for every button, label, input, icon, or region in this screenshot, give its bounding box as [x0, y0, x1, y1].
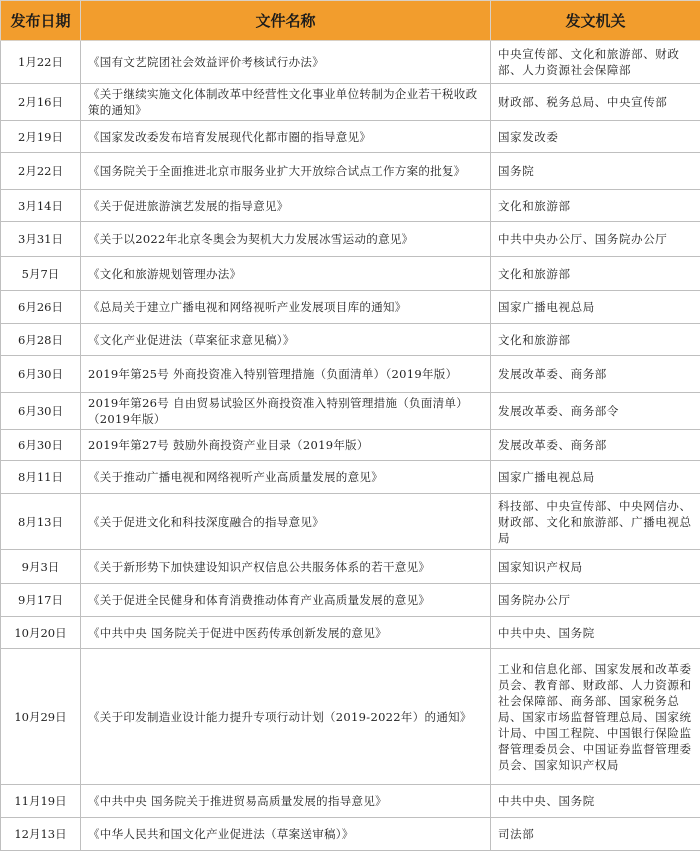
header-issuer: 发文机关 — [491, 1, 700, 41]
cell-date: 1月22日 — [1, 41, 81, 84]
cell-name: 《关于推动广播电视和网络视听产业高质量发展的意见》 — [81, 461, 491, 494]
table-row — [1, 222, 700, 257]
cell-issuer: 发展改革委、商务部令 — [491, 393, 700, 430]
cell-date: 2月22日 — [1, 153, 81, 190]
cell-name: 《关于促进全民健身和体育消费推动体育产业高质量发展的意见》 — [81, 584, 491, 617]
table-row — [1, 84, 700, 121]
cell-date: 2月19日 — [1, 121, 81, 153]
cell-issuer: 文化和旅游部 — [491, 324, 700, 356]
cell-date: 10月29日 — [1, 649, 81, 785]
table-row — [1, 785, 700, 818]
cell-issuer: 财政部、税务总局、中央宣传部 — [491, 84, 700, 121]
cell-issuer: 文化和旅游部 — [491, 257, 700, 291]
cell-date: 3月14日 — [1, 190, 81, 222]
table-row — [1, 190, 700, 222]
cell-issuer: 中央宣传部、文化和旅游部、财政部、人力资源社会保障部 — [491, 41, 700, 84]
cell-name: 《国家发改委发布培育发展现代化都市圈的指导意见》 — [81, 121, 491, 153]
cell-date: 6月26日 — [1, 291, 81, 324]
table-row — [1, 550, 700, 584]
cell-issuer: 中共中央、国务院 — [491, 785, 700, 818]
cell-issuer: 发展改革委、商务部 — [491, 430, 700, 461]
cell-issuer: 国家知识产权局 — [491, 550, 700, 584]
header-name: 文件名称 — [81, 1, 491, 41]
table-row — [1, 291, 700, 324]
cell-date: 9月3日 — [1, 550, 81, 584]
cell-date: 3月31日 — [1, 222, 81, 257]
cell-name: 《国务院关于全面推进北京市服务业扩大开放综合试点工作方案的批复》 — [81, 153, 491, 190]
header-date: 发布日期 — [1, 1, 81, 41]
cell-issuer: 中共中央办公厅、国务院办公厅 — [491, 222, 700, 257]
cell-date: 6月30日 — [1, 356, 81, 393]
cell-name: 《中华人民共和国文化产业促进法（草案送审稿）》 — [81, 818, 491, 851]
cell-name: 《关于促进文化和科技深度融合的指导意见》 — [81, 494, 491, 550]
cell-name: 《文化和旅游规划管理办法》 — [81, 257, 491, 291]
cell-issuer: 国家发改委 — [491, 121, 700, 153]
cell-date: 11月19日 — [1, 785, 81, 818]
table-row — [1, 41, 700, 84]
table-row — [1, 617, 700, 649]
cell-date: 5月7日 — [1, 257, 81, 291]
cell-name: 《文化产业促进法（草案征求意见稿）》 — [81, 324, 491, 356]
cell-issuer: 国务院 — [491, 153, 700, 190]
cell-name: 2019年第26号 自由贸易试验区外商投资准入特别管理措施（负面清单）（2019年版） — [81, 393, 491, 430]
cell-issuer: 国家广播电视总局 — [491, 461, 700, 494]
table-row — [1, 818, 700, 851]
cell-issuer: 文化和旅游部 — [491, 190, 700, 222]
cell-issuer: 工业和信息化部、国家发展和改革委员会、教育部、财政部、人力资源和社会保障部、商务部、国家税务总局、国家市场监督管理总局、国家统计局、中国工程院、中国银行保险监督管理委员会、中国证券监督管理委员会、国家知识产权局 — [491, 649, 700, 785]
cell-name: 《国有文艺院团社会效益评价考核试行办法》 — [81, 41, 491, 84]
cell-date: 9月17日 — [1, 584, 81, 617]
cell-name: 《关于以2022年北京冬奥会为契机大力发展冰雪运动的意见》 — [81, 222, 491, 257]
table-row — [1, 430, 700, 461]
cell-date: 10月20日 — [1, 617, 81, 649]
cell-date: 12月13日 — [1, 818, 81, 851]
cell-issuer: 中共中央、国务院 — [491, 617, 700, 649]
cell-issuer: 国家广播电视总局 — [491, 291, 700, 324]
cell-date: 8月11日 — [1, 461, 81, 494]
cell-name: 《中共中央 国务院关于促进中医药传承创新发展的意见》 — [81, 617, 491, 649]
header-row — [1, 1, 700, 41]
cell-name: 《总局关于建立广播电视和网络视听产业发展项目库的通知》 — [81, 291, 491, 324]
cell-name: 《关于继续实施文化体制改革中经营性文化事业单位转制为企业若干税收政策的通知》 — [81, 84, 491, 121]
table-row — [1, 494, 700, 550]
table-row — [1, 121, 700, 153]
cell-date: 6月30日 — [1, 430, 81, 461]
cell-name: 2019年第27号 鼓励外商投资产业目录（2019年版） — [81, 430, 491, 461]
cell-issuer: 发展改革委、商务部 — [491, 356, 700, 393]
cell-name: 《关于促进旅游演艺发展的指导意见》 — [81, 190, 491, 222]
cell-name: 《关于新形势下加快建设知识产权信息公共服务体系的若干意见》 — [81, 550, 491, 584]
cell-issuer: 国务院办公厅 — [491, 584, 700, 617]
table-row — [1, 584, 700, 617]
cell-issuer: 科技部、中央宣传部、中央网信办、财政部、文化和旅游部、广播电视总局 — [491, 494, 700, 550]
table-row — [1, 257, 700, 291]
cell-date: 8月13日 — [1, 494, 81, 550]
cell-date: 2月16日 — [1, 84, 81, 121]
table-row — [1, 461, 700, 494]
cell-name: 2019年第25号 外商投资准入特别管理措施（负面清单）（2019年版） — [81, 356, 491, 393]
table-row — [1, 393, 700, 430]
table-row — [1, 356, 700, 393]
cell-date: 6月28日 — [1, 324, 81, 356]
table-row — [1, 324, 700, 356]
cell-issuer: 司法部 — [491, 818, 700, 851]
table-row — [1, 153, 700, 190]
cell-date: 6月30日 — [1, 393, 81, 430]
cell-name: 《关于印发制造业设计能力提升专项行动计划（2019-2022年）的通知》 — [81, 649, 491, 785]
table-row — [1, 649, 700, 785]
cell-name: 《中共中央 国务院关于推进贸易高质量发展的指导意见》 — [81, 785, 491, 818]
